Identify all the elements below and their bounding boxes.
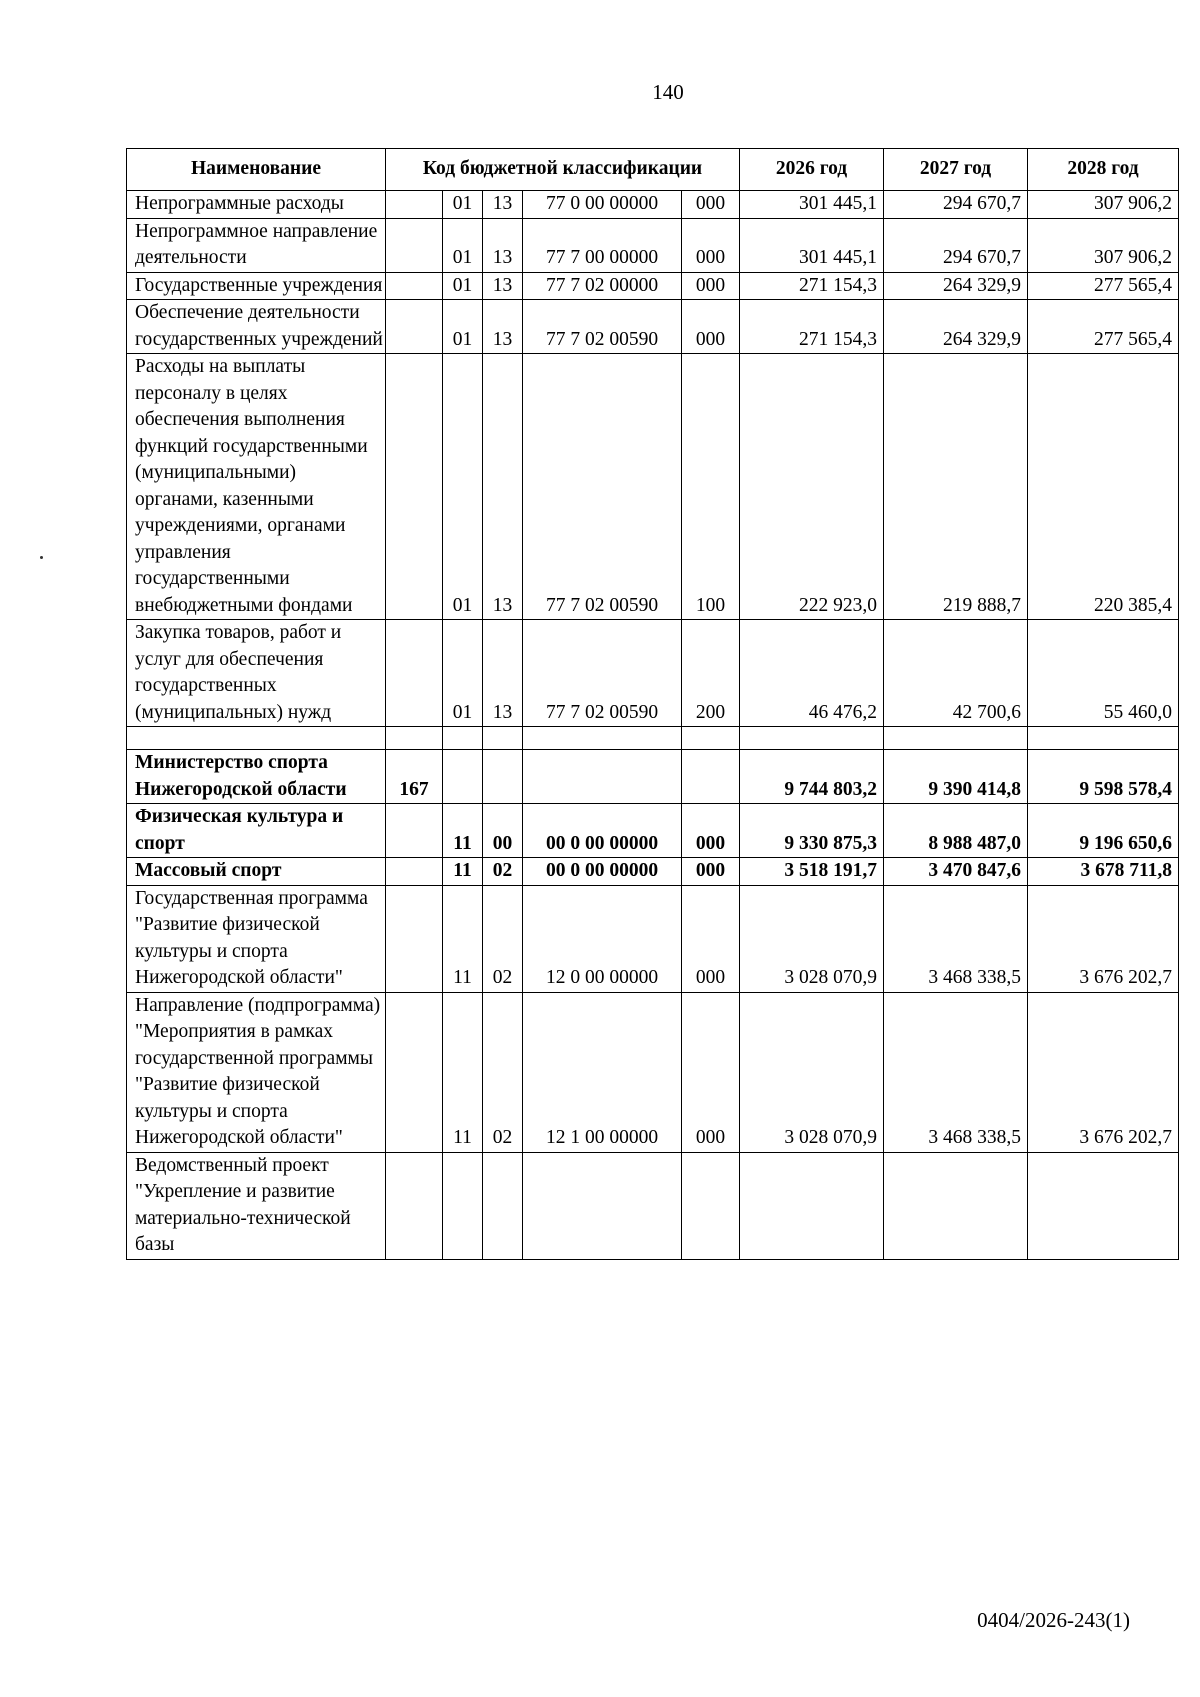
cell-ministry-code [386, 218, 443, 272]
cell-ministry-code: 167 [386, 750, 443, 804]
cell-target-article: 77 7 02 00590 [523, 354, 682, 620]
cell-expense-type: 100 [682, 354, 740, 620]
cell-section: 01 [443, 300, 483, 354]
cell-ministry-code [386, 992, 443, 1152]
scan-speck [40, 556, 43, 559]
cell-2028: 277 565,4 [1028, 300, 1179, 354]
cell-2026: 3 028 070,9 [740, 992, 884, 1152]
cell-name: Министерство спорта Нижегородской области [127, 750, 386, 804]
cell-2028 [1028, 727, 1179, 750]
cell-target-article [523, 1152, 682, 1259]
cell-name: Ведомственный проект "Укрепление и развитие материально-технической базы [127, 1152, 386, 1259]
cell-2027 [884, 727, 1028, 750]
cell-section: 01 [443, 620, 483, 727]
table-row [127, 354, 1179, 620]
cell-2027: 264 329,9 [884, 272, 1028, 300]
cell-2028: 3 676 202,7 [1028, 992, 1179, 1152]
table-row [127, 804, 1179, 858]
table-row [127, 1152, 1179, 1259]
cell-2026 [740, 727, 884, 750]
cell-2027: 219 888,7 [884, 354, 1028, 620]
cell-2026 [740, 1152, 884, 1259]
cell-name: Физическая культура и спорт [127, 804, 386, 858]
cell-2028: 3 678 711,8 [1028, 858, 1179, 886]
cell-subsection: 02 [483, 992, 523, 1152]
cell-expense-type [682, 750, 740, 804]
cell-2027: 264 329,9 [884, 300, 1028, 354]
cell-2028: 307 906,2 [1028, 218, 1179, 272]
cell-2028: 3 676 202,7 [1028, 885, 1179, 992]
budget-table [126, 148, 1179, 1260]
cell-2027 [884, 1152, 1028, 1259]
cell-section [443, 1152, 483, 1259]
cell-2026: 271 154,3 [740, 300, 884, 354]
cell-2027: 3 470 847,6 [884, 858, 1028, 886]
table-header-row [127, 149, 1179, 191]
cell-expense-type: 200 [682, 620, 740, 727]
cell-expense-type: 000 [682, 218, 740, 272]
cell-2027: 294 670,7 [884, 191, 1028, 219]
cell-2026: 222 923,0 [740, 354, 884, 620]
cell-2027: 3 468 338,5 [884, 885, 1028, 992]
cell-ministry-code [386, 272, 443, 300]
cell-subsection: 02 [483, 858, 523, 886]
table-row [127, 885, 1179, 992]
cell-2026: 9 744 803,2 [740, 750, 884, 804]
cell-2027: 8 988 487,0 [884, 804, 1028, 858]
cell-2026: 46 476,2 [740, 620, 884, 727]
cell-ministry-code [386, 727, 443, 750]
cell-section: 11 [443, 858, 483, 886]
cell-2028: 55 460,0 [1028, 620, 1179, 727]
header-2027: 2027 год [884, 149, 1028, 191]
cell-2028: 9 598 578,4 [1028, 750, 1179, 804]
cell-ministry-code [386, 300, 443, 354]
cell-2026: 9 330 875,3 [740, 804, 884, 858]
cell-section: 11 [443, 992, 483, 1152]
header-2028: 2028 год [1028, 149, 1179, 191]
cell-target-article: 00 0 00 00000 [523, 804, 682, 858]
cell-target-article: 77 7 02 00590 [523, 300, 682, 354]
cell-name: Направление (подпрограмма) "Мероприятия в рамках государственной программы "Развитие физической культуры и спорта Нижегородской области" [127, 992, 386, 1152]
cell-2028: 307 906,2 [1028, 191, 1179, 219]
table-body [127, 191, 1179, 1260]
cell-expense-type: 000 [682, 992, 740, 1152]
cell-expense-type [682, 727, 740, 750]
cell-target-article: 12 1 00 00000 [523, 992, 682, 1152]
table-row [127, 300, 1179, 354]
cell-2026: 3 518 191,7 [740, 858, 884, 886]
cell-name: Расходы на выплаты персоналу в целях обеспечения выполнения функций государственными (муниципальными) органами, казенными учреждениями, органами управления государственными внебюджетными фондами [127, 354, 386, 620]
cell-target-article: 77 7 00 00000 [523, 218, 682, 272]
table-row [127, 727, 1179, 750]
cell-target-article: 77 7 02 00590 [523, 620, 682, 727]
cell-ministry-code [386, 620, 443, 727]
cell-2028: 220 385,4 [1028, 354, 1179, 620]
cell-section: 01 [443, 191, 483, 219]
cell-ministry-code [386, 858, 443, 886]
cell-subsection: 02 [483, 885, 523, 992]
cell-expense-type: 000 [682, 885, 740, 992]
cell-ministry-code [386, 804, 443, 858]
cell-2026: 301 445,1 [740, 191, 884, 219]
cell-2027: 294 670,7 [884, 218, 1028, 272]
cell-name: Закупка товаров, работ и услуг для обеспечения государственных (муниципальных) нужд [127, 620, 386, 727]
header-budget-code: Код бюджетной классификации [386, 149, 740, 191]
cell-expense-type: 000 [682, 858, 740, 886]
table-row [127, 992, 1179, 1152]
cell-section [443, 750, 483, 804]
cell-target-article: 00 0 00 00000 [523, 858, 682, 886]
cell-subsection: 13 [483, 354, 523, 620]
cell-target-article: 77 0 00 00000 [523, 191, 682, 219]
cell-2028: 277 565,4 [1028, 272, 1179, 300]
cell-subsection [483, 1152, 523, 1259]
cell-ministry-code [386, 191, 443, 219]
cell-section: 01 [443, 354, 483, 620]
page-number: 140 [652, 80, 684, 104]
cell-expense-type: 000 [682, 191, 740, 219]
cell-expense-type: 000 [682, 804, 740, 858]
cell-subsection: 00 [483, 804, 523, 858]
cell-subsection: 13 [483, 272, 523, 300]
cell-2028 [1028, 1152, 1179, 1259]
table-row [127, 858, 1179, 886]
cell-ministry-code [386, 354, 443, 620]
cell-2027: 42 700,6 [884, 620, 1028, 727]
cell-target-article: 77 7 02 00000 [523, 272, 682, 300]
cell-target-article: 12 0 00 00000 [523, 885, 682, 992]
cell-2027: 9 390 414,8 [884, 750, 1028, 804]
cell-expense-type [682, 1152, 740, 1259]
cell-name: Обеспечение деятельности государственных учреждений [127, 300, 386, 354]
cell-section: 11 [443, 885, 483, 992]
cell-subsection: 13 [483, 191, 523, 219]
cell-name: Массовый спорт [127, 858, 386, 886]
table-row [127, 191, 1179, 219]
cell-2027: 3 468 338,5 [884, 992, 1028, 1152]
cell-name: Непрограммное направление деятельности [127, 218, 386, 272]
document-code: 0404/2026-243(1) [977, 1608, 1130, 1632]
cell-name: Непрограммные расходы [127, 191, 386, 219]
cell-subsection: 13 [483, 620, 523, 727]
cell-section: 11 [443, 804, 483, 858]
table-row [127, 750, 1179, 804]
cell-2026: 271 154,3 [740, 272, 884, 300]
cell-expense-type: 000 [682, 300, 740, 354]
cell-2026: 3 028 070,9 [740, 885, 884, 992]
header-2026: 2026 год [740, 149, 884, 191]
cell-ministry-code [386, 1152, 443, 1259]
cell-target-article [523, 750, 682, 804]
cell-target-article [523, 727, 682, 750]
cell-name: Государственная программа "Развитие физической культуры и спорта Нижегородской области" [127, 885, 386, 992]
table-row [127, 218, 1179, 272]
cell-subsection [483, 727, 523, 750]
cell-name [127, 727, 386, 750]
cell-subsection: 13 [483, 218, 523, 272]
cell-2026: 301 445,1 [740, 218, 884, 272]
cell-name: Государственные учреждения [127, 272, 386, 300]
cell-ministry-code [386, 885, 443, 992]
cell-section [443, 727, 483, 750]
header-name: Наименование [127, 149, 386, 191]
cell-subsection [483, 750, 523, 804]
table-row [127, 272, 1179, 300]
cell-section: 01 [443, 272, 483, 300]
cell-subsection: 13 [483, 300, 523, 354]
table-row [127, 620, 1179, 727]
cell-expense-type: 000 [682, 272, 740, 300]
cell-2028: 9 196 650,6 [1028, 804, 1179, 858]
cell-section: 01 [443, 218, 483, 272]
